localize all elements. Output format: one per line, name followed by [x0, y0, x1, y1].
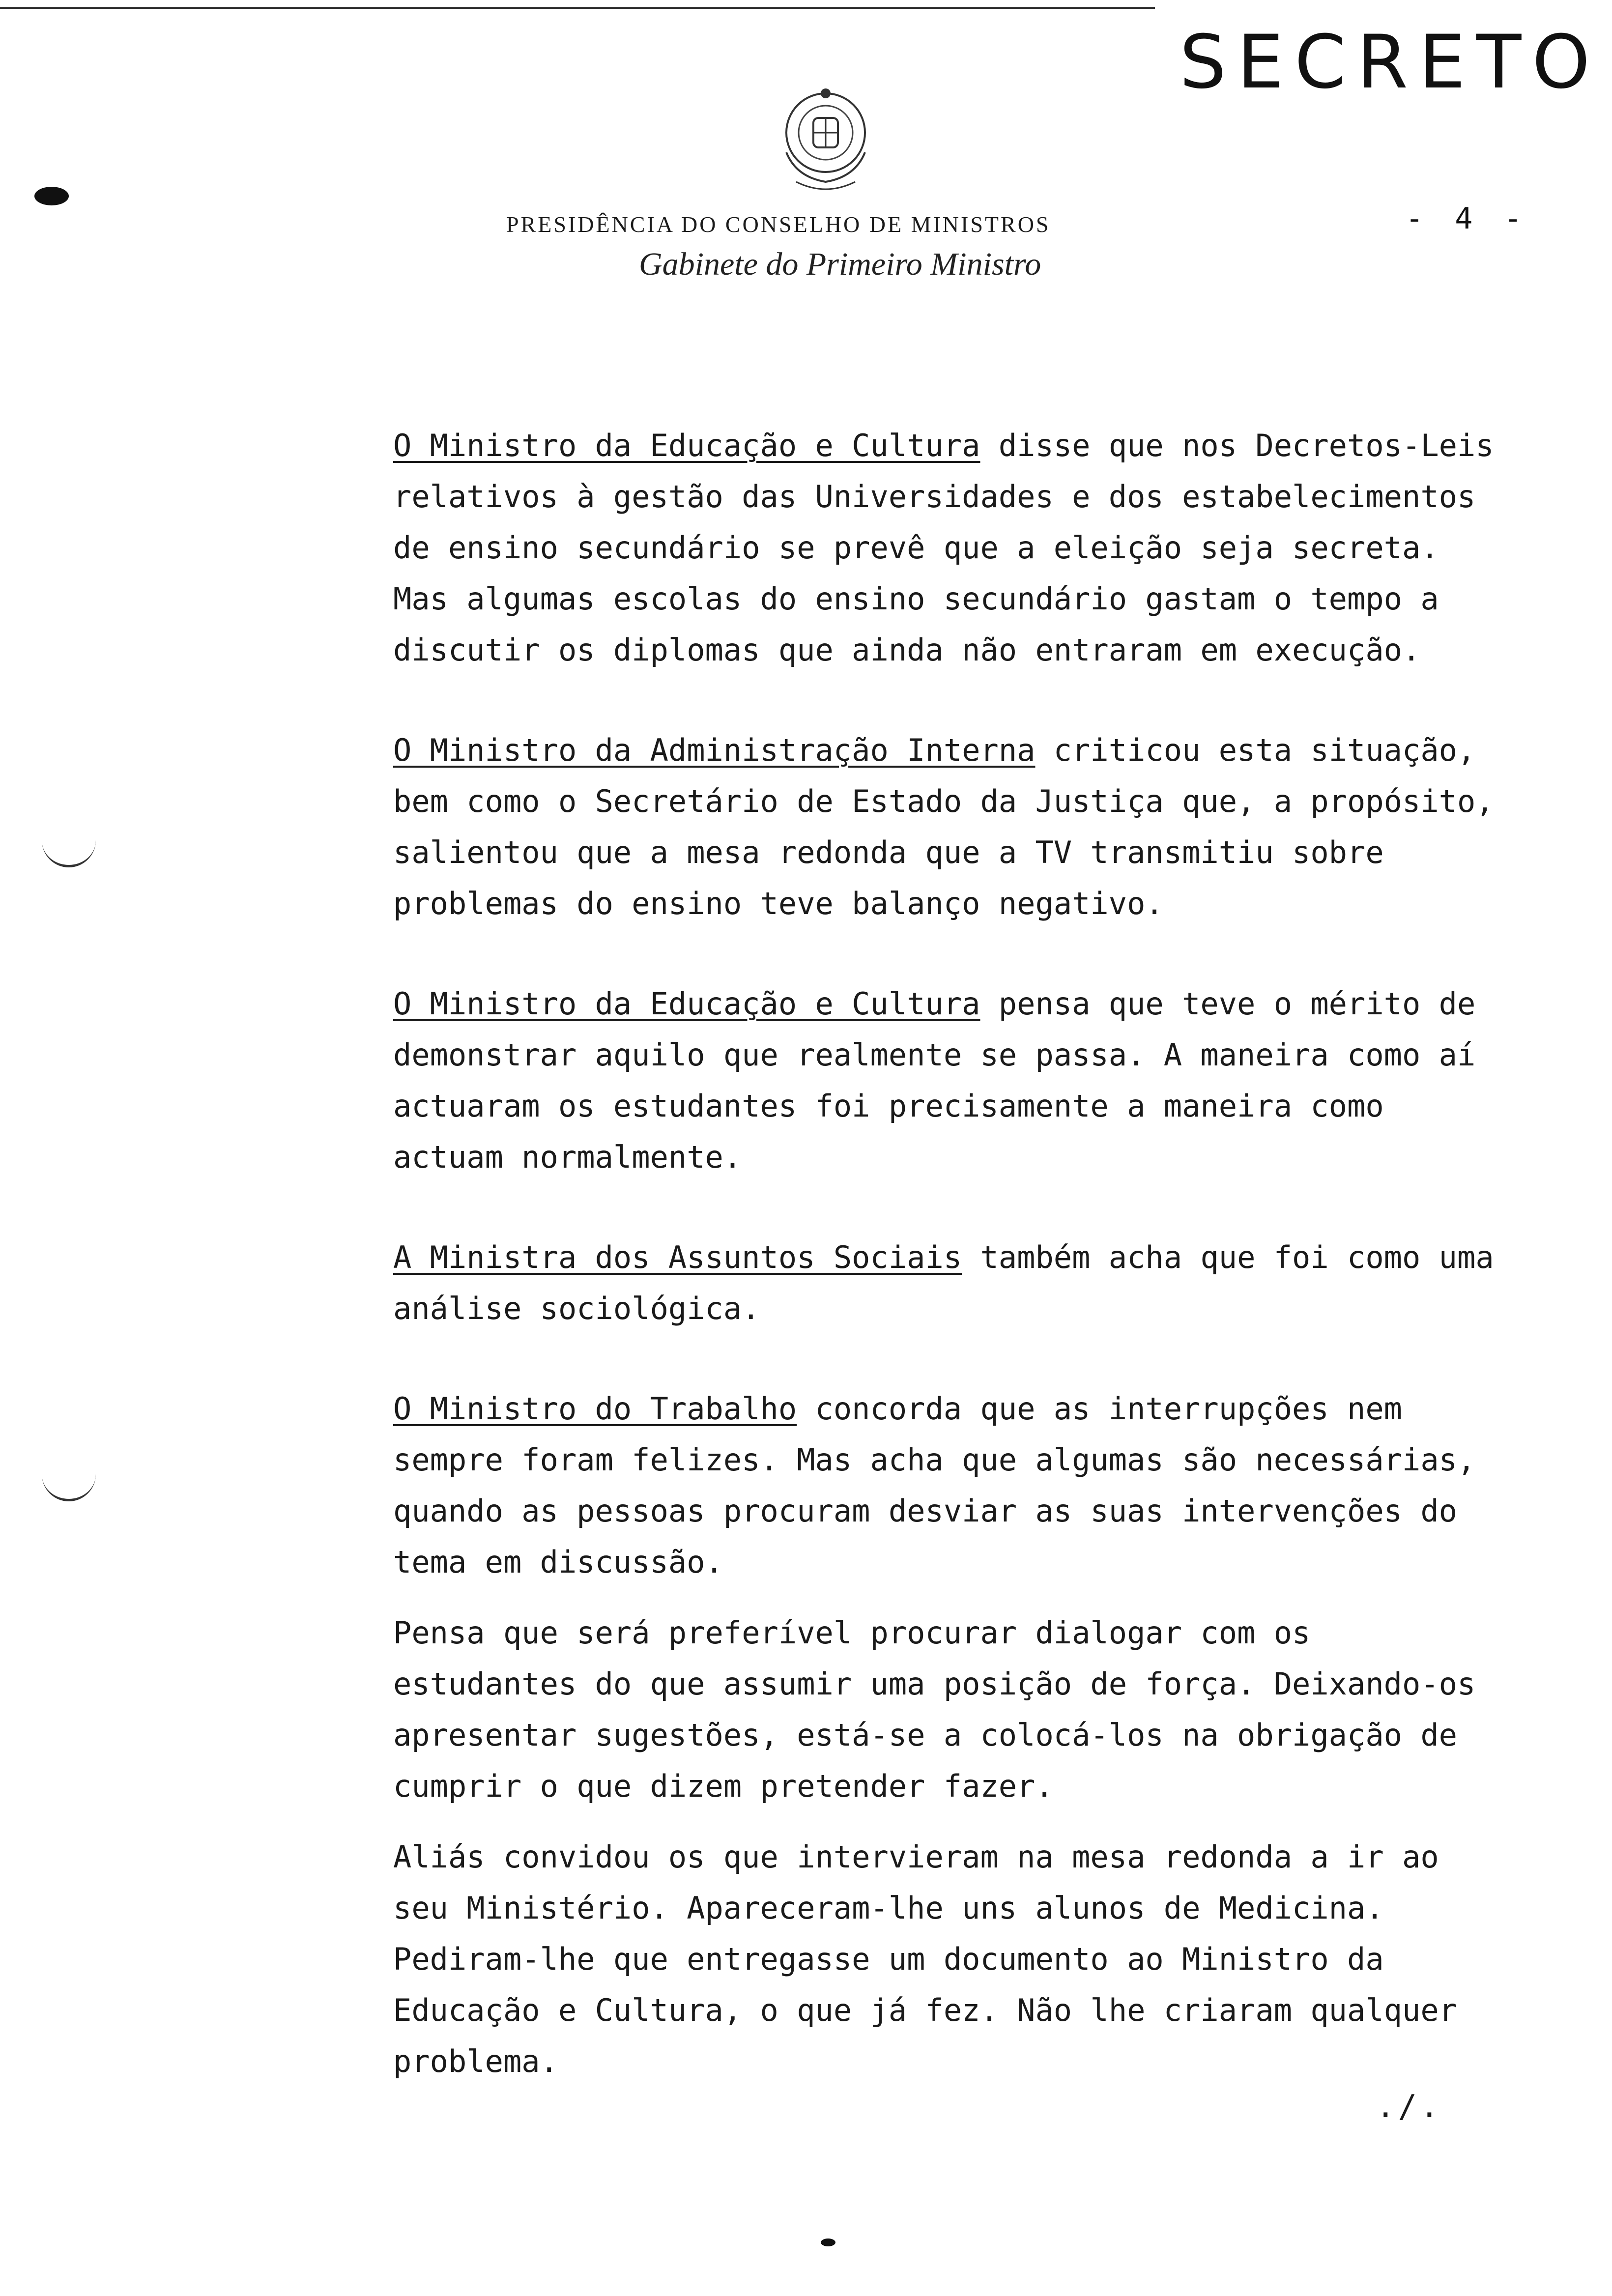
institution-name: PRESIDÊNCIA DO CONSELHO DE MINISTROS	[506, 212, 1051, 237]
paragraph-text: concorda que as interrupções nem sempre foram felizes. Mas acha que algumas são necessárias, quando as pessoas procuram desviar as suas intervenções do tema em discussão.	[393, 1391, 1476, 1580]
paragraph	[393, 1607, 1494, 1812]
paragraph	[393, 1383, 1494, 1588]
speaker-name: A Ministra dos Assuntos Sociais	[393, 1239, 962, 1275]
paragraph	[393, 1832, 1494, 2087]
paragraph-text: também acha que foi como uma análise sociológica.	[393, 1239, 1494, 1326]
punch-hole	[42, 1469, 96, 1501]
paragraph	[393, 978, 1494, 1183]
paragraph	[393, 725, 1494, 929]
paragraph-text: pensa que teve o mérito de demonstrar aquilo que realmente se passa. A maneira como aí actuaram os estudantes foi precisamente a maneira como actuam normalmente.	[393, 986, 1476, 1175]
cabinet-signature: Gabinete do Primeiro Ministro	[639, 246, 1041, 282]
ink-blot	[821, 2239, 835, 2246]
paragraph-text: Pensa que será preferível procurar dialogar com os estudantes do que assumir uma posição de força. Deixando-os apresentar sugestões, está-se a colocá-los na obrigação de cumprir o que dizem pretender fazer.	[393, 1615, 1476, 1804]
punch-hole	[42, 835, 96, 867]
paragraph-text: Aliás convidou os que intervieram na mesa redonda a ir ao seu Ministério. Apareceram-lhe uns alunos de Medicina. Pediram-lhe que entregasse um documento ao Ministro da Educação e Cultura, o que já fez. Não lhe criaram qualquer problema.	[393, 1839, 1457, 2079]
speaker-name: O Ministro do Trabalho	[393, 1391, 797, 1427]
top-rule	[0, 7, 1155, 9]
continuation-mark: ./.	[1376, 2089, 1442, 2125]
coat-of-arms-icon	[767, 79, 885, 201]
speaker-name: O Ministro da Administração Interna	[393, 732, 1036, 768]
paragraph-text: disse que nos Decretos-Leis relativos à gestão das Universidades e dos estabelecimentos de ensino secundário se prevê que a eleição seja secreta. Mas algumas escolas do ensino secundário gastam o tempo a discutir os diplomas que ainda não entraram em execução.	[393, 428, 1494, 668]
paragraph-text: criticou esta situação, bem como o Secretário de Estado da Justiça que, a propósito, salientou que a mesa redonda que a TV transmitiu sobre problemas do ensino teve balanço negativo.	[393, 732, 1494, 921]
page-number: - 4 -	[1406, 201, 1529, 236]
speaker-name: O Ministro da Educação e Cultura	[393, 986, 980, 1022]
paragraph	[393, 420, 1494, 676]
speaker-name: O Ministro da Educação e Cultura	[393, 428, 980, 463]
classification-stamp: SECRETO	[1180, 20, 1601, 105]
minutes-body	[393, 420, 1494, 2107]
ink-blot	[34, 187, 69, 205]
paragraph	[393, 1232, 1494, 1334]
